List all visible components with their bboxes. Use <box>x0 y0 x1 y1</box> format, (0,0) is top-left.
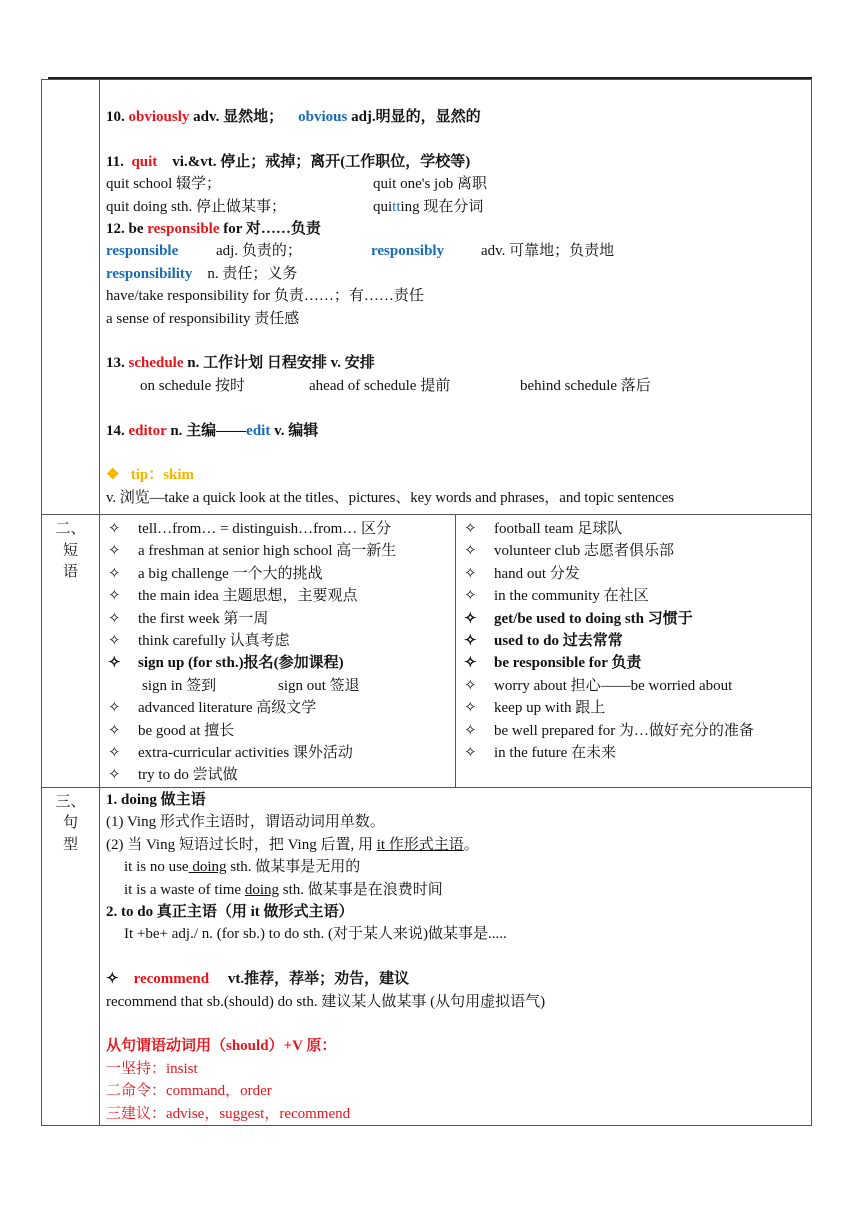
phrase-item: ✧ the first week 第一周 <box>106 608 449 630</box>
subjunctive-item: 一坚持：insist <box>106 1060 198 1077</box>
word-definition: vi.&vt. 停止；戒掉；离开(工作职位，学校等) <box>172 153 471 170</box>
diamond-bullet-icon: ✧ <box>464 677 477 694</box>
keyword: recommend <box>133 971 210 988</box>
diamond-bullet-icon: ✧ <box>464 722 477 739</box>
related-definition: v. 编辑 <box>270 422 319 439</box>
word-definition: adv. 显然地； <box>189 109 284 125</box>
word-number: 12. <box>106 221 125 238</box>
section-label-char: 型 <box>62 836 78 853</box>
phrase-item: ✧ extra-curricular activities 课外活动 <box>106 742 449 764</box>
subjunctive-heading: 从句谓语动词用（should）+V 原： <box>106 1038 337 1055</box>
diamond-bullet-icon: ✧ <box>108 521 121 537</box>
phrase-item: ✧ keep up with 跟上 <box>462 697 805 719</box>
diamond-bullet-icon: ✧ <box>108 543 121 560</box>
phrase-item: ✧ volunteer club 志愿者俱乐部 <box>462 540 805 562</box>
section-number: 二、 <box>55 521 86 537</box>
word-definition: n. 工作计划 日程安排 v. 安排 <box>183 355 375 372</box>
diamond-bullet-icon: ✧ <box>108 633 121 650</box>
diamond-bullet-icon: ✧ <box>108 700 121 717</box>
diamond-bullet-icon: ✧ <box>108 767 121 784</box>
phrase-item: ✧ in the future 在未来 <box>462 742 805 764</box>
phrase: behind schedule 落后 <box>520 377 651 394</box>
phrase-item: ✧ be good at 擅长 <box>106 720 449 742</box>
section-label-char: 句 <box>62 815 78 832</box>
tip-definition: v. 浏览—take a quick look at the titles、pictures、key words and phrases，and topic sentences <box>106 489 674 506</box>
usage-line <box>106 196 805 218</box>
word-11 <box>106 151 805 173</box>
diamond-bullet-icon: ✧ <box>108 565 121 582</box>
diamond-bullet-icon: ✧ <box>464 521 477 537</box>
phrases-label-cell <box>42 515 100 788</box>
sentences-label-cell <box>42 787 100 1125</box>
keyword: obviously <box>128 109 190 125</box>
derivation-line <box>106 263 805 285</box>
phrase-item: ✧ the main idea 主题思想，主要观点 <box>106 585 449 607</box>
sentences-row <box>42 787 812 1125</box>
usage-right: quit one's job 离职 <box>373 176 487 193</box>
derived-word: responsibly <box>371 243 445 260</box>
sentences-content <box>100 787 812 1125</box>
usage-left: quit school 辍学； <box>106 176 221 193</box>
diamond-bullet-icon: ✧ <box>106 971 119 988</box>
phrase-item: ✧ think carefully 认真考虑 <box>106 630 449 652</box>
diamond-bullet-icon: ✧ <box>464 588 477 605</box>
diamond-bullet-icon: ✧ <box>464 610 477 627</box>
derived-word: responsibility <box>106 265 193 282</box>
phrase-item: ✧ try to do 尝试做 <box>106 764 449 786</box>
phrases-left-column <box>100 515 456 788</box>
keyword: editor <box>128 422 167 439</box>
phrase-item: ✧ advanced literature 高级文学 <box>106 697 449 719</box>
usage-right: quitting 现在分词 <box>373 198 484 215</box>
example-line: It +be+ adj./ n. (for sb.) to do sth. (对于某人来说)做某事是..... <box>124 926 507 943</box>
pattern-heading: 1. doing 做主语 <box>106 791 206 808</box>
derived-definition: n. 责任；义务 <box>207 265 298 282</box>
phrase: ahead of schedule 提前 <box>309 377 451 394</box>
diamond-bullet-icon: ✧ <box>464 700 477 717</box>
phrase-item: ✧ worry about 担心——be worried about <box>462 675 805 697</box>
phrase-item: ✧ get/be used to doing sth 习惯于 <box>462 608 805 630</box>
example-line: it is a waste of time doing sth. 做某事是在浪费时间 <box>124 881 443 898</box>
phrase-item: ✧ hand out 分发 <box>462 563 805 585</box>
phrases-row <box>42 515 812 788</box>
rule-line: (1) Ving 形式作主语时，谓语动词用单数。 <box>106 814 385 831</box>
pattern-heading: 2. to do 真正主语（用 it 做形式主语） <box>106 903 354 920</box>
diamond-bullet-icon: ✧ <box>108 745 121 762</box>
recommend-heading <box>106 968 805 990</box>
usage-line: recommend that sb.(should) do sth. 建议某人做某事 (从句用虚拟语气) <box>106 993 546 1010</box>
phrase-item: ✧ be responsible for 负责 <box>462 652 805 674</box>
phrase-subitem: sign in 签到 sign out 签退 <box>142 677 360 694</box>
related-word: edit <box>246 422 271 439</box>
diamond-bullet-icon: ✧ <box>464 655 477 672</box>
diamond-bullet-icon: ✧ <box>464 565 477 582</box>
keyword: responsible <box>147 221 220 238</box>
phrase-item: ✧ football team 足球队 <box>462 518 805 540</box>
usage-line: have/take responsibility for 负责……；有……责任 <box>106 288 424 305</box>
vocab-label-cell <box>42 80 100 515</box>
usage-left: quit doing sth. 停止做某事； <box>106 198 287 215</box>
diamond-bullet-icon: ✧ <box>108 655 121 672</box>
derived-definition: adj. 负责的； <box>216 243 302 260</box>
related-word: obvious <box>298 109 348 125</box>
related-definition: adj.明显的，显然的 <box>347 109 481 125</box>
example-line: it is no use doing sth. 做某事是无用的 <box>124 859 361 876</box>
vocab-row <box>42 80 812 515</box>
diamond-bullet-icon: ✧ <box>108 588 121 605</box>
subjunctive-item: 三建议：advise，suggest，recommend <box>106 1105 351 1122</box>
word-number: 10. <box>106 109 125 125</box>
derived-word: responsible <box>106 243 179 260</box>
section-number: 三、 <box>55 793 86 810</box>
word-14 <box>106 420 805 442</box>
diamond-bullet-icon: ✧ <box>464 633 477 650</box>
phrase: on schedule 按时 <box>140 377 245 394</box>
derivation-line <box>106 240 805 262</box>
word-number: 11. <box>106 153 124 170</box>
vocab-content <box>100 80 812 515</box>
tip-line <box>106 464 805 486</box>
notes-table <box>41 79 812 1126</box>
phrase-line <box>106 375 805 397</box>
subjunctive-item: 二命令：command，order <box>106 1083 272 1100</box>
word-number: 14. <box>106 422 125 439</box>
word-definition: vt.推荐，荐举；劝告，建议 <box>227 971 410 988</box>
phrase-item: ✧ in the community 在社区 <box>462 585 805 607</box>
phrases-right-column <box>456 515 812 788</box>
phrase-item: ✧ used to do 过去常常 <box>462 630 805 652</box>
word-definition: n. 主编—— <box>166 422 247 439</box>
word-definition: for 对……负责 <box>219 221 321 238</box>
rule-line: (2) 当 Ving 短语过长时，把 Ving 后置, 用 it 作形式主语。 <box>106 836 479 853</box>
diamond-bullet-icon: ✧ <box>464 745 477 762</box>
usage-line <box>106 173 805 195</box>
phrase-item: ✧ be well prepared for 为…做好充分的准备 <box>462 720 805 742</box>
phrase-item: ✧ tell…from… = distinguish…from… 区分 <box>106 518 449 540</box>
diamond-bullet-icon: ❖ <box>106 467 120 484</box>
keyword: schedule <box>128 355 184 372</box>
derived-definition: adv. 可靠地；负责地 <box>481 243 615 260</box>
diamond-bullet-icon: ✧ <box>108 610 121 627</box>
usage-line: a sense of responsibility 责任感 <box>106 310 300 327</box>
word-10 <box>106 106 805 128</box>
word-13 <box>106 352 805 374</box>
word-12: 12. be responsible for 对……负责 <box>106 221 321 238</box>
diamond-bullet-icon: ✧ <box>464 543 477 560</box>
word-number: 13. <box>106 355 125 372</box>
section-label-char: 语 <box>62 564 78 580</box>
phrase-item: ✧ a freshman at senior high school 高一新生 <box>106 540 449 562</box>
phrase-item: ✧ a big challenge 一个大的挑战 <box>106 563 449 585</box>
section-label-char: 短 <box>62 542 78 559</box>
keyword: quit <box>131 153 158 170</box>
tip-label: tip：skim <box>130 467 195 484</box>
diamond-bullet-icon: ✧ <box>108 722 121 739</box>
phrase-item: ✧ sign up (for sth.)报名(参加课程) <box>106 652 449 674</box>
